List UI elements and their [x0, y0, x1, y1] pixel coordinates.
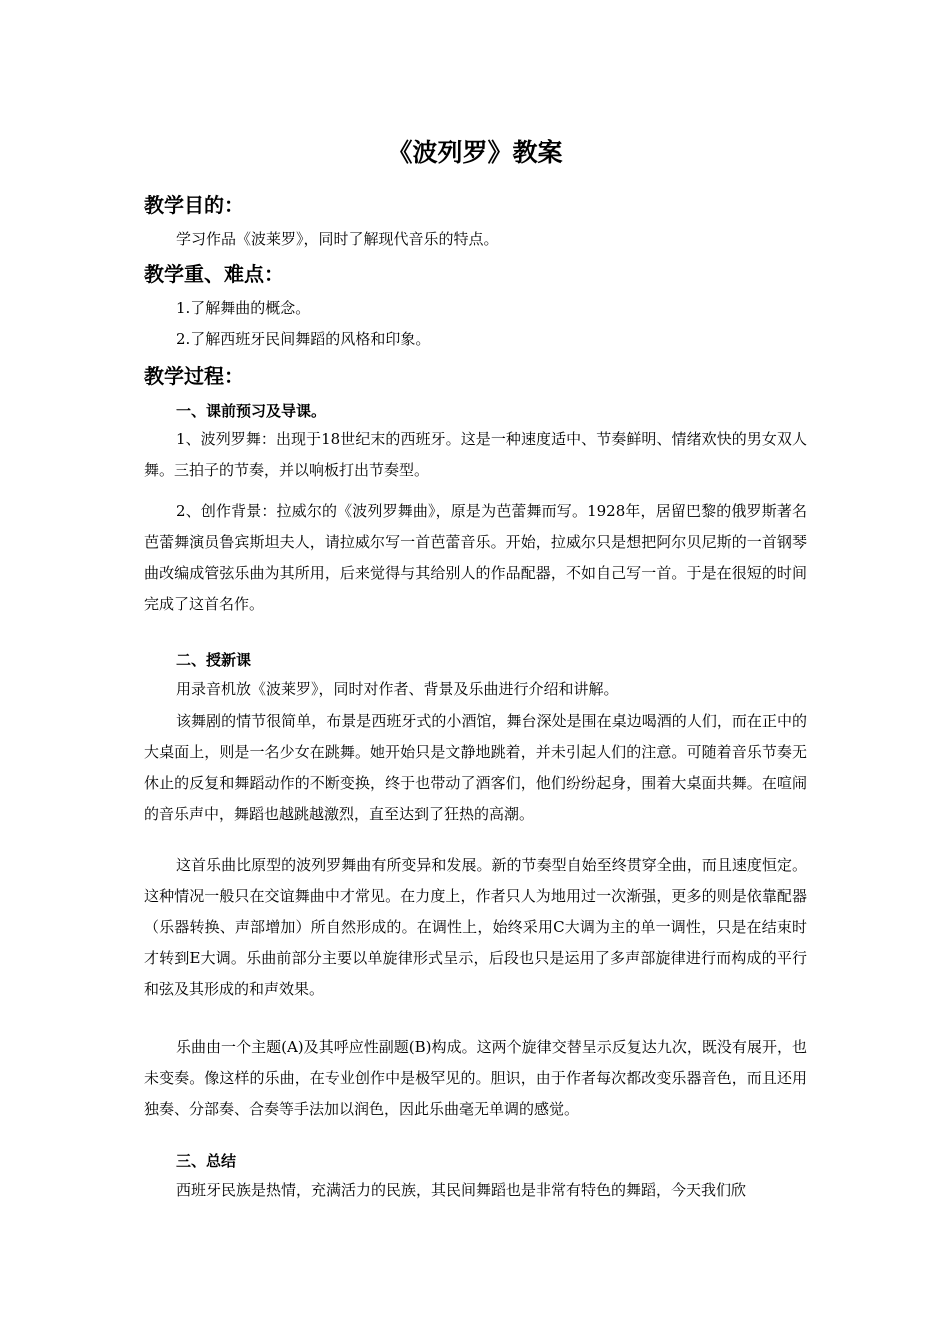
process-heading: 教学过程：: [144, 364, 244, 388]
objectives-heading: 教学目的：: [144, 193, 244, 217]
part2-paragraph-2: 该舞剧的情节很简单，布景是西班牙式的小酒馆，舞台深处是围在桌边喝酒的人们，而在正中的大桌面上，则是一名少女在跳舞。她开始只是文静地跳着，并未引起人们的注意。可随着音乐节奏无休止的反复和舞蹈动作的不断变换，终于也带动了酒客们，他们纷纷起身，围着大桌面共舞。在喧闹的音乐声中，舞蹈也越跳越激烈，直至达到了狂热的高潮。: [144, 712, 807, 823]
part2-paragraph-1: 用录音机放《波莱罗》，同时对作者、背景及乐曲进行介绍和讲解。: [176, 680, 619, 698]
part1-paragraph-2: 2、创作背景：拉威尔的《波列罗舞曲》，原是为芭蕾舞而写。1928年，居留巴黎的俄罗斯著名芭蕾舞演员鲁宾斯坦夫人，请拉威尔写一首芭蕾音乐。开始，拉威尔只是想把阿尔贝尼斯的一首钢琴曲改编成管弦乐曲为其所用，后来觉得与其给别人的作品配器，不如自己写一首。于是在很短的时间完成了这首名作。: [144, 502, 807, 613]
part3-paragraph-1: 西班牙民族是热情，充满活力的民族，其民间舞蹈也是非常有特色的舞蹈，今天我们欣: [176, 1181, 747, 1199]
objectives-text: 学习作品《波莱罗》，同时了解现代音乐的特点。: [176, 230, 499, 248]
part2-paragraph-3: 这首乐曲比原型的波列罗舞曲有所变异和发展。新的节奏型自始至终贯穿全曲，而且速度恒定。这种情况一般只在交谊舞曲中才常见。在力度上，作者只人为地用过一次渐强，更多的则是依靠配器（乐器转换、声部增加）所自然形成的。在调性上，始终采用C大调为主的单一调性，只是在结束时才转到E大调。乐曲前部分主要以单旋律形式呈示，后段也只是运用了多声部旋律进行而构成的平行和弦及其形成的和声效果。: [144, 856, 807, 998]
key-point-item-1: 1.了解舞曲的概念。: [176, 299, 311, 317]
page-title: 《波列罗》教案: [387, 138, 563, 167]
part1-heading: 一、课前预习及导课。: [176, 402, 327, 420]
part1-paragraph-1: 1、波列罗舞：出现于18世纪末的西班牙。这是一种速度适中、节奏鲜明、情绪欢快的男女双人舞。三拍子的节奏，并以响板打出节奏型。: [144, 430, 807, 479]
part3-heading: 三、总结: [176, 1152, 237, 1170]
key-point-item-2: 2.了解西班牙民间舞蹈的风格和印象。: [176, 330, 431, 348]
part2-paragraph-4: 乐曲由一个主题(A)及其呼应性副题(B)构成。这两个旋律交替呈示反复达九次，既没有展开，也未变奏。像这样的乐曲，在专业创作中是极罕见的。胆识，由于作者每次都改变乐器音色，而且还用独奏、分部奏、合奏等手法加以润色，因此乐曲毫无单调的感觉。: [144, 1038, 807, 1118]
key-points-heading: 教学重、难点：: [144, 262, 284, 286]
part2-heading: 二、授新课: [176, 651, 252, 669]
